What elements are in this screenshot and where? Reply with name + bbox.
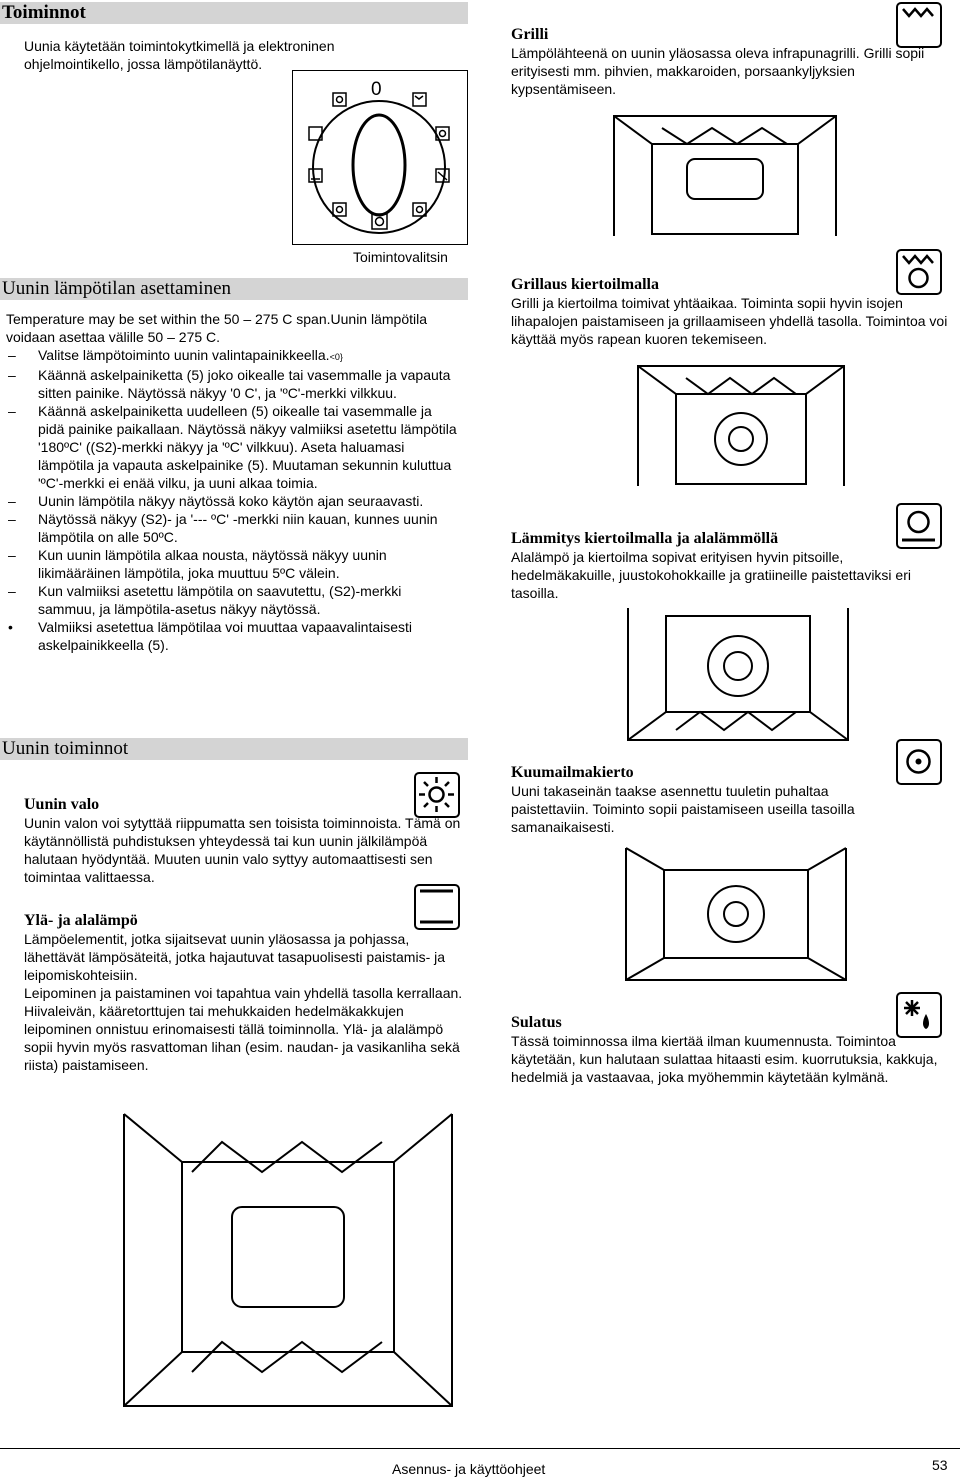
dial-zero-label: 0 xyxy=(371,79,382,100)
list-item: – Näytössä näkyy (S2)- ja '--- ºC' -merkki niin kauan, kunnes uunin lämpötila on alle 50ºC. xyxy=(8,511,438,545)
list-item: – Valitse lämpötoiminto uunin valintapainikkeella.<0} xyxy=(8,347,343,363)
section-header-uunin-toiminnot: Uunin toiminnot xyxy=(0,738,468,760)
kuumailma-title: Kuumailmakierto xyxy=(511,764,634,781)
page-number: 53 xyxy=(932,1457,948,1473)
temp-instruction-list xyxy=(6,346,462,654)
list-item: – Käännä askelpainiketta uudelleen (5) oikealle tai vasemmalle ja pidä painike paikallaan. Näytössä näkyy valmiiksi asetettu lämpötila '180ºC' ((S2)-merkki näkyy ja 'ºC' vilkkuu). Aseta haluamasi lämpötila ja vapauta askelpainike (5). Muutaman sekunnin kuluttua 'ºC'-merkki ei enää vilku, ja uuni alkaa toimia. xyxy=(8,403,457,491)
lamp-icon xyxy=(414,772,460,818)
fan-bottom-heat-icon xyxy=(896,503,942,549)
oven-illustration-grill xyxy=(612,114,838,238)
toiminnot-intro: Uunia käytetään toimintokytkimellä ja elektroninen ohjelmointikello, jossa lämpötilanäyttö. xyxy=(24,38,335,72)
list-item: • Valmiiksi asetettua lämpötilaa voi muuttaa vapaavalintaisesti askelpainikkeella (5). xyxy=(8,619,413,653)
dial-caption: Toimintovalitsin xyxy=(353,249,448,265)
section-header-lampotila: Uunin lämpötilan asettaminen xyxy=(0,278,468,300)
oven-illustration-top-bottom xyxy=(122,1112,454,1408)
fan-icon xyxy=(896,739,942,785)
oven-illustration-fan xyxy=(624,846,848,982)
list-item: – Kun uunin lämpötila alkaa nousta, näytössä näkyy uunin likimääräinen lämpötila, joka muuttuu 5ºC välein. xyxy=(8,547,387,581)
valo-text: Uunin valon voi sytyttää riippumatta sen toisista toiminnoista. Tämä on käytännöllistä puhdistuksen yhteydessä tai kun uunin jälkilämpöä halutaan hyödyntää. Muuten uunin valo syttyy automaattisesti sen toimintaa valittaessa. xyxy=(24,815,461,885)
sulatus-text: Tässä toiminnossa ilma kiertää ilman kuumennusta. Toimintoa käytetään, kun halutaan sulattaa hitaasti esim. kuorrutuksia, kakkuja, hedelmiä ja vastaavaa, joka myöhemmin käytetään kylmänä. xyxy=(511,1033,938,1085)
top-bottom-heat-icon xyxy=(414,884,460,930)
grill-fan-icon xyxy=(896,249,942,295)
yla-ala-text: Lämpöelementit, jotka sijaitsevat uunin yläosassa ja pohjassa, lähettävät lämpösäteitä, jotka hajautuvat tasapuolisesti paistamis- ja leipomiskohteisiin. Leipominen ja paistaminen voi tapahtua vain yhdellä tasolla kerrallaan. Hiivaleivän, kääretorttujen tai mehukkaiden hedelmäkakkujen leipominen onnistuu erinomaisesti tällä toiminnolla. Ylä- ja alalämpö sopii hyvin myös rasvattoman lihan (esim. naudan- ja vasikanliha sekä riista) paistamiseen. xyxy=(24,931,463,1073)
list-item: – Uunin lämpötila näkyy näytössä koko käytön ajan seuraavasti. xyxy=(8,493,424,509)
yla-ala-title: Ylä- ja alalämpö xyxy=(24,912,138,929)
function-dial-figure xyxy=(292,70,468,245)
grillaus-title: Grillaus kiertoilmalla xyxy=(511,276,659,293)
lammitys-text: Alalämpö ja kiertoilma sopivat erityisen hyvin pitsoille, hedelmäkakuille, juustokohokkaille ja gratiineille paistettaviksi eri tasoilla. xyxy=(511,549,911,601)
grilli-text: Lämpölähteenä on uunin yläosassa oleva infrapunagrilli. Grilli sopii erityisesti mm. pihvien, makkaroiden, porsaankyljyksien kypsentämiseen. xyxy=(511,45,925,97)
grillaus-text: Grilli ja kiertoilma toimivat yhtäaikaa. Toiminta sopii hyvin isojen lihapalojen paistamiseen ja grillaamiseen yhdellä tasolla. Toimintoa voi käyttää myös rapean kuoren tekemiseen. xyxy=(511,295,948,347)
list-item: – Käännä askelpainiketta (5) joko oikealle tai vasemmalle ja vapauta sitten painike. Näytössä näkyy '0 C', ja 'ºC'-merkki vilkkuu. xyxy=(8,367,451,401)
list-item: – Kun valmiiksi asetettu lämpötila on saavutettu, (S2)-merkki sammuu, ja lämpötila-asetus näkyy näytössä. xyxy=(8,583,402,617)
temp-intro: Temperature may be set within the 50 – 275 C span.Uunin lämpötila voidaan asettaa välille 50 – 275 C. xyxy=(6,311,428,345)
footer-title: Asennus- ja käyttöohjeet xyxy=(392,1461,546,1477)
lammitys-title: Lämmitys kiertoilmalla ja alalämmöllä xyxy=(511,530,779,547)
section-header-toiminnot: Toiminnot xyxy=(0,2,468,24)
oven-illustration-grill-fan xyxy=(636,364,846,488)
valo-title: Uunin valo xyxy=(24,796,100,813)
oven-illustration-fan-bottom xyxy=(626,606,850,742)
sulatus-title: Sulatus xyxy=(511,1014,562,1031)
kuumailma-text: Uuni takaseinän taakse asennettu tuuletin puhaltaa paistettaviin. Toiminto sopii paistamiseen useilla tasoilla samanaikaisesti. xyxy=(511,783,855,835)
grill-icon xyxy=(896,2,942,48)
footer-rule xyxy=(0,1448,960,1449)
grilli-title: Grilli xyxy=(511,26,549,43)
